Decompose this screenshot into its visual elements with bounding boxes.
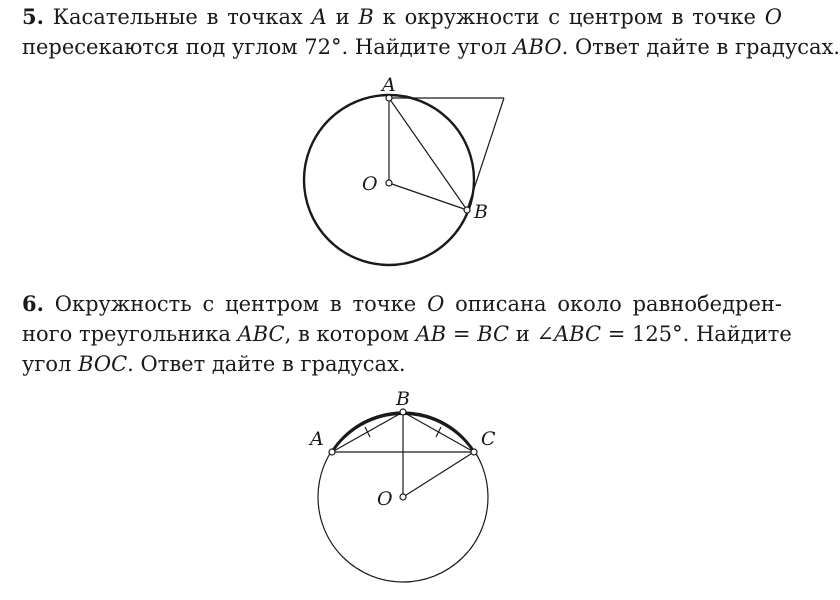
problem-6-number: 6. — [22, 291, 44, 316]
label-a: A — [382, 74, 396, 96]
var-a: A — [311, 5, 327, 29]
label-a: A — [310, 428, 324, 450]
label-b: B — [474, 201, 488, 223]
figure-5 — [304, 95, 504, 265]
text: . Ответ дайте в градусах. — [561, 35, 840, 59]
text: = — [446, 322, 478, 346]
label-o: O — [362, 173, 378, 195]
figure-6 — [318, 409, 488, 582]
label-b: B — [396, 388, 410, 410]
problem-5-number: 5. — [22, 4, 44, 29]
segment-ab — [389, 98, 467, 210]
tick-bc — [436, 427, 441, 437]
segment-oc — [403, 452, 474, 497]
text: описана около равнобедрен- — [444, 292, 782, 316]
text: Окружность с центром в точке — [54, 292, 428, 316]
text: . Ответ дайте в градусах. — [127, 352, 406, 376]
text: и — [326, 5, 359, 29]
text: угол — [22, 352, 79, 376]
segment-ob — [389, 183, 467, 210]
var-b: B — [358, 5, 374, 29]
text: к окружности с центром в точке — [373, 5, 765, 29]
point-o — [386, 180, 392, 186]
var-abo: ABO — [513, 35, 562, 59]
text: и ∠ — [509, 322, 554, 346]
point-o — [400, 494, 406, 500]
text: ного треугольника — [22, 322, 238, 346]
text: пересекаются под углом 72°. Найдите угол — [22, 35, 514, 59]
var-o: O — [764, 5, 782, 29]
tick-ab — [365, 427, 370, 437]
label-o: O — [377, 488, 393, 510]
var-bc: BC — [477, 322, 510, 346]
point-b — [464, 207, 470, 213]
var-abc: ABC — [237, 322, 285, 346]
text: , в котором — [284, 322, 416, 346]
point-a — [329, 449, 335, 455]
text: Касательные в точках — [52, 5, 312, 29]
text: = 125°. Найдите — [601, 322, 792, 346]
var-ab: AB — [415, 322, 447, 346]
var-o: O — [427, 292, 445, 316]
var-abc: ABC — [554, 322, 602, 346]
label-c: C — [481, 428, 496, 450]
point-c — [471, 449, 477, 455]
var-boc: BOC — [78, 352, 128, 376]
tangent-at-b — [467, 98, 504, 210]
